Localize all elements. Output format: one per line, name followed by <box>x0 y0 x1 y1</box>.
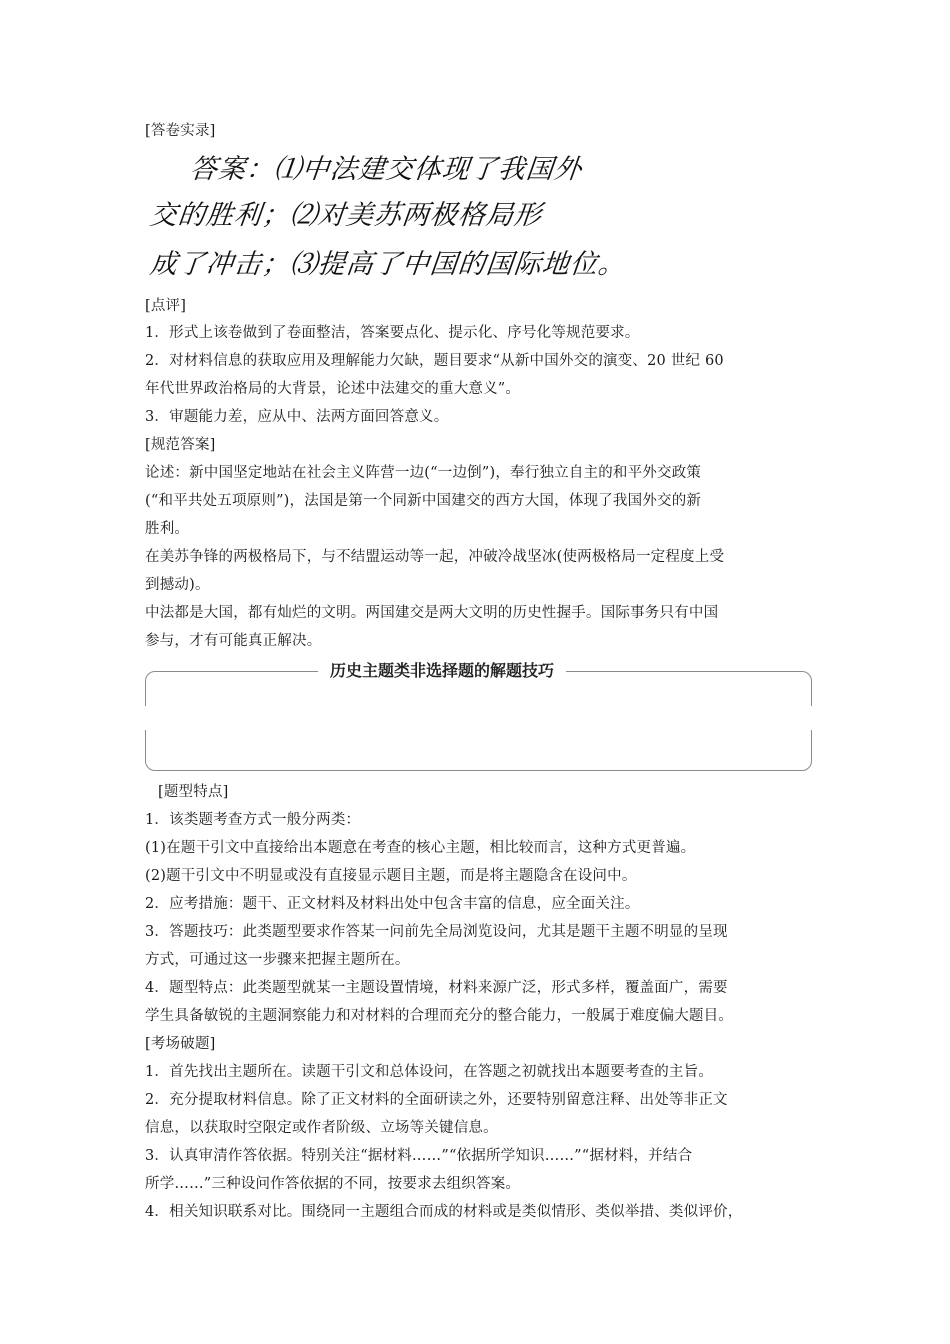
standard-answer-line: 中法都是大国，都有灿烂的文明。两国建交是两大文明的历史性握手。国际事务只有中国 <box>145 605 719 621</box>
standard-answer-line: 到撼动)。 <box>145 577 210 593</box>
question-type-line: 学生具备敏锐的主题洞察能力和对材料的合理而充分的整合能力，一般属于难度偏大题目。 <box>145 1008 733 1024</box>
review-heading: [点评] <box>145 298 187 314</box>
standard-answer-line: 胜利。 <box>145 521 190 537</box>
review-line: 1．形式上该卷做到了卷面整洁，答案要点化、提示化、序号化等规范要求。 <box>145 325 640 341</box>
exam-tips-line: 信息，以获取时空限定或作者阶级、立场等关键信息。 <box>145 1120 498 1136</box>
question-type-line: 3．答题技巧：此类题型要求作答某一问前先全局浏览设问，尤其是题干主题不明显的呈现 <box>145 924 728 940</box>
section-title-box <box>145 671 812 771</box>
handwritten-answer-line-1: 答案：⑴中法建交体现了我国外 <box>188 154 584 185</box>
exam-tips-line: 4．相关知识联系对比。围绕同一主题组合而成的材料或是类似情形、类似举措、类似评价， <box>145 1204 743 1220</box>
answer-record-heading: [答卷实录] <box>145 123 216 139</box>
question-type-heading: [题型特点] <box>158 784 229 800</box>
standard-answer-heading: [规范答案] <box>145 437 216 453</box>
question-type-line: 4．题型特点：此类题型就某一主题设置情境，材料来源广泛，形式多样，覆盖面广，需要 <box>145 980 728 996</box>
question-type-line: (1)在题干引文中直接给出本题意在考查的核心主题，相比较而言，这种方式更普遍。 <box>145 840 696 856</box>
question-type-line: 1．该类题考查方式一般分两类： <box>145 812 361 828</box>
box-right-gap <box>807 706 815 730</box>
exam-tips-heading: [考场破题] <box>145 1036 216 1052</box>
handwritten-answer-line-3: 成了冲击；⑶提高了中国的国际地位。 <box>148 249 628 280</box>
question-type-line: 方式，可通过这一步骤来把握主题所在。 <box>145 952 410 968</box>
review-line: 2．对材料信息的获取应用及理解能力欠缺，题目要求“从新中国外交的演变、20 世纪 60 <box>145 353 724 369</box>
box-left-gap <box>140 706 148 730</box>
exam-tips-line: 1．首先找出主题所在。读题干引文和总体设问，在答题之初就找出本题要考查的主旨。 <box>145 1064 714 1080</box>
standard-answer-line: (“和平共处五项原则”)，法国是第一个同新中国建交的西方大国，体现了我国外交的新 <box>145 493 702 509</box>
exam-tips-line: 3．认真审清作答依据。特别关注“据材料……”“依据所学知识……”“据材料，并结合 <box>145 1148 693 1164</box>
standard-answer-line: 在美苏争锋的两极格局下，与不结盟运动等一起，冲破冷战坚冰(使两极格局一定程度上受 <box>145 549 725 565</box>
standard-answer-line: 参与，才有可能真正解决。 <box>145 633 322 649</box>
question-type-line: 2．应考措施：题干、正文材料及材料出处中包含丰富的信息，应全面关注。 <box>145 896 640 912</box>
exam-tips-line: 2．充分提取材料信息。除了正文材料的全面研读之外，还要特别留意注释、出处等非正文 <box>145 1092 728 1108</box>
exam-tips-line: 所学……”三种设问作答依据的不同，按要求去组织答案。 <box>145 1176 521 1192</box>
standard-answer-line: 论述：新中国坚定地站在社会主义阵营一边(“一边倒”)，奉行独立自主的和平外交政策 <box>145 465 702 481</box>
review-line: 3．审题能力差，应从中、法两方面回答意义。 <box>145 409 449 425</box>
review-line: 年代世界政治格局的大背景，论述中法建交的重大意义”。 <box>145 381 521 397</box>
section-title: 历史主题类非选择题的解题技巧 <box>318 660 566 682</box>
handwritten-answer-line-2: 交的胜利；⑵对美苏两极格局形 <box>148 200 544 231</box>
question-type-line: (2)题干引文中不明显或没有直接显示题目主题，而是将主题隐含在设问中。 <box>145 868 637 884</box>
